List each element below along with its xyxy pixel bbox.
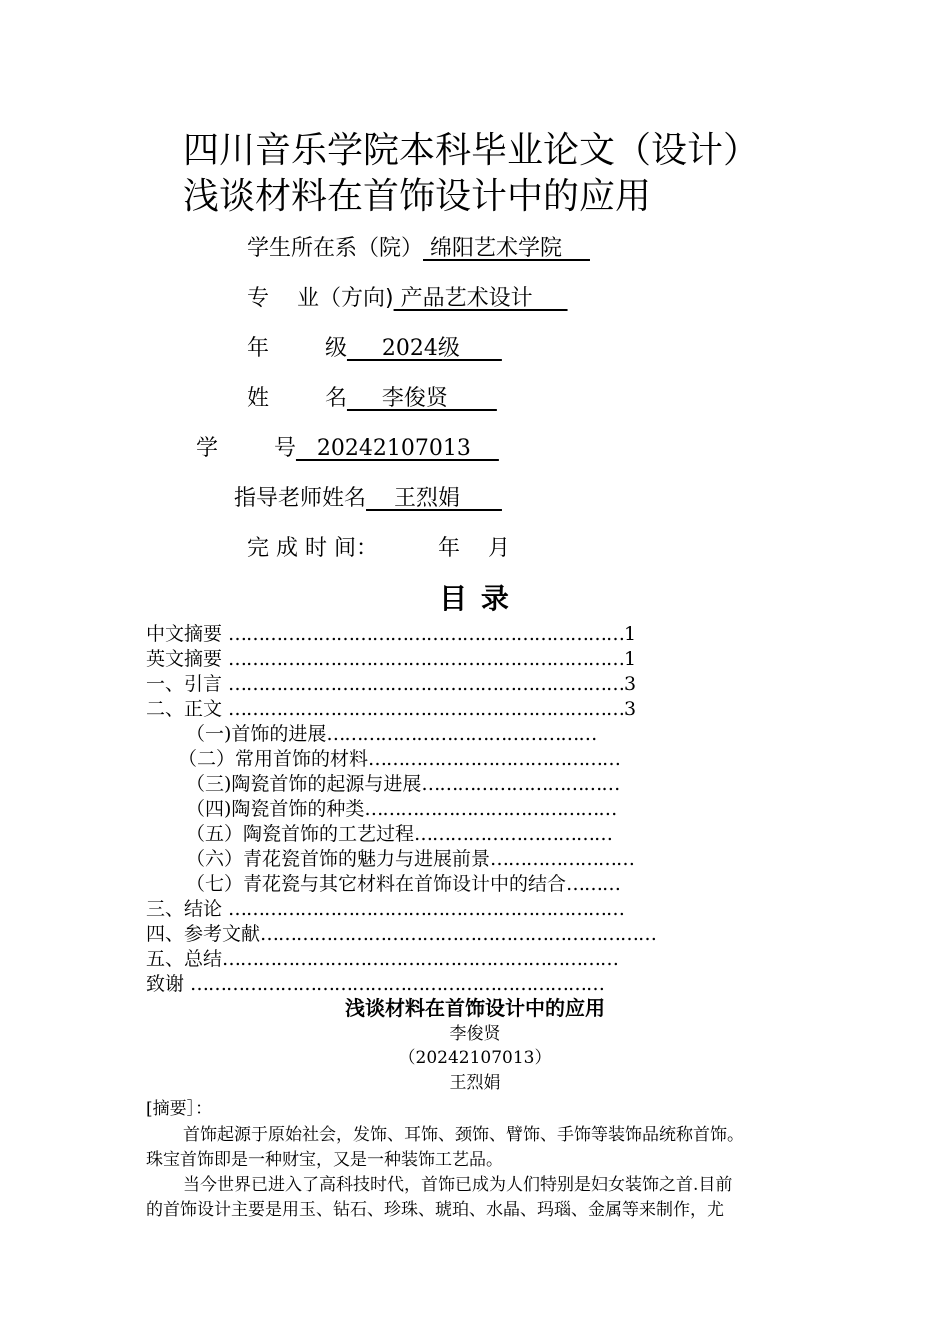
toc-entry-dots: ……………………………	[414, 823, 613, 845]
name-label: 姓 名	[247, 386, 347, 411]
toc-entry-label: 英文摘要	[146, 648, 229, 670]
toc-entry-page: 1	[624, 648, 637, 670]
toc-entry-dots: …………………………………………………………	[228, 623, 625, 645]
article-author: 李俊贤	[449, 1024, 501, 1044]
cover-title-line2: 浅谈材料在首饰设计中的应用	[183, 176, 652, 217]
toc-entry-dots: …………………………………………………………	[228, 698, 625, 720]
toc-entry-label: （五）陶瓷首饰的工艺过程	[186, 823, 415, 845]
major-paren: （方向)	[318, 286, 394, 311]
toc-entry[interactable]	[186, 722, 596, 747]
toc-entry-dots: …………………………………………………………	[260, 923, 657, 945]
toc-entry[interactable]	[186, 772, 619, 797]
toc-entry[interactable]	[178, 747, 620, 772]
toc-entry-page: 1	[624, 623, 637, 645]
toc-entry[interactable]	[186, 872, 620, 897]
toc-entry-label: 五、总结	[146, 948, 223, 970]
toc-entry-label: 一、引言	[146, 673, 229, 695]
toc-entry[interactable]	[186, 797, 616, 822]
toc-entry[interactable]	[146, 672, 636, 697]
toc-entry-dots: ………………………………………	[326, 723, 597, 745]
toc-entry-label: 三、结论	[146, 898, 229, 920]
toc-entry-dots: ……………………………………	[364, 798, 617, 820]
abstract-p2-line1: 当今世界已进入了高科技时代，首饰已成为人们特别是妇女装饰之首.目前	[183, 1175, 733, 1195]
department-value: 绵阳艺术学院	[423, 236, 590, 261]
completion-time-value: 年 月	[437, 536, 510, 561]
toc-entry-dots: ……………………………………	[368, 748, 621, 770]
toc-entry-label: 四、参考文献	[146, 923, 261, 945]
toc-entry-dots: …………………………………………………………	[228, 898, 625, 920]
toc-entry-label: （一)首饰的进展	[186, 723, 327, 745]
field-grade	[247, 334, 502, 364]
completion-time-label: 完 成 时 间：	[247, 536, 378, 561]
toc-entry[interactable]	[186, 822, 612, 847]
field-major	[247, 284, 568, 314]
toc-entry-label: （六）青花瓷首饰的魅力与进展前景	[186, 848, 491, 870]
major-label: 专 业	[247, 286, 319, 311]
article-title: 浅谈材料在首饰设计中的应用	[345, 996, 605, 1020]
cover-title-line1: 四川音乐学院本科毕业论文（设计）	[183, 130, 760, 171]
advisor-label: 指导老师姓名	[234, 486, 367, 511]
toc-entry-label: 中文摘要	[146, 623, 229, 645]
field-advisor	[234, 484, 502, 514]
toc-entry[interactable]	[146, 697, 636, 722]
toc-title: 目 录	[439, 582, 511, 615]
abstract-p1-line1: 首饰起源于原始社会，发饰、耳饰、颈饰、臂饰、手饰等装饰品统称首饰。	[183, 1125, 744, 1145]
toc-entry-dots: …………………………………………………………	[228, 673, 625, 695]
toc-entry[interactable]	[186, 847, 634, 872]
abstract-p1-line2: 珠宝首饰即是一种财宝，又是一种装饰工艺品。	[146, 1150, 503, 1170]
toc-entry[interactable]	[146, 922, 656, 947]
toc-entry-dots: ……………………………………………………………	[190, 973, 605, 995]
student-id-value: 20242107013	[295, 436, 499, 461]
field-completion-time	[247, 534, 510, 564]
toc-entry-label: （二）常用首饰的材料	[178, 748, 369, 770]
article-advisor: 王烈娟	[449, 1073, 501, 1093]
department-label: 学生所在系（院）	[247, 236, 424, 261]
toc-entry-dots: …………………………………………………………	[228, 648, 625, 670]
abstract-label: [摘要］：	[146, 1099, 213, 1119]
toc-entry[interactable]	[146, 647, 636, 672]
abstract-p2-line2: 的首饰设计主要是用玉、钻石、珍珠、琥珀、水晶、玛瑙、金属等来制作，尤	[146, 1200, 724, 1220]
advisor-value: 王烈娟	[366, 486, 502, 511]
field-department	[247, 234, 590, 264]
article-student-id: （20242107013）	[398, 1048, 552, 1068]
major-value: 产品艺术设计	[393, 286, 568, 311]
grade-value: 2024级	[346, 336, 502, 361]
toc-entry-label: （四)陶瓷首饰的种类	[186, 798, 365, 820]
toc-entry[interactable]	[146, 947, 618, 972]
toc-entry-label: （七）青花瓷与其它材料在首饰设计中的结合	[186, 873, 567, 895]
toc-entry[interactable]	[146, 897, 624, 922]
field-student-id	[196, 434, 499, 464]
toc-entry[interactable]	[146, 622, 636, 647]
toc-entry-dots: ……………………	[490, 848, 635, 870]
field-name	[247, 384, 497, 414]
toc-entry-label: 二、正文	[146, 698, 229, 720]
toc-entry-dots: …………………………………………………………	[222, 948, 619, 970]
toc-entry-label: 致谢	[146, 973, 191, 995]
name-value: 李俊贤	[346, 386, 497, 411]
toc-entry-dots: ……………………………	[421, 773, 620, 795]
toc-entry-page: 3	[624, 698, 637, 720]
toc-entry-dots: ………	[566, 873, 621, 895]
grade-label: 年 级	[247, 336, 347, 361]
student-id-label: 学 号	[196, 436, 296, 461]
toc-entry-page: 3	[624, 673, 637, 695]
toc-entry-label: （三)陶瓷首饰的起源与进展	[186, 773, 422, 795]
